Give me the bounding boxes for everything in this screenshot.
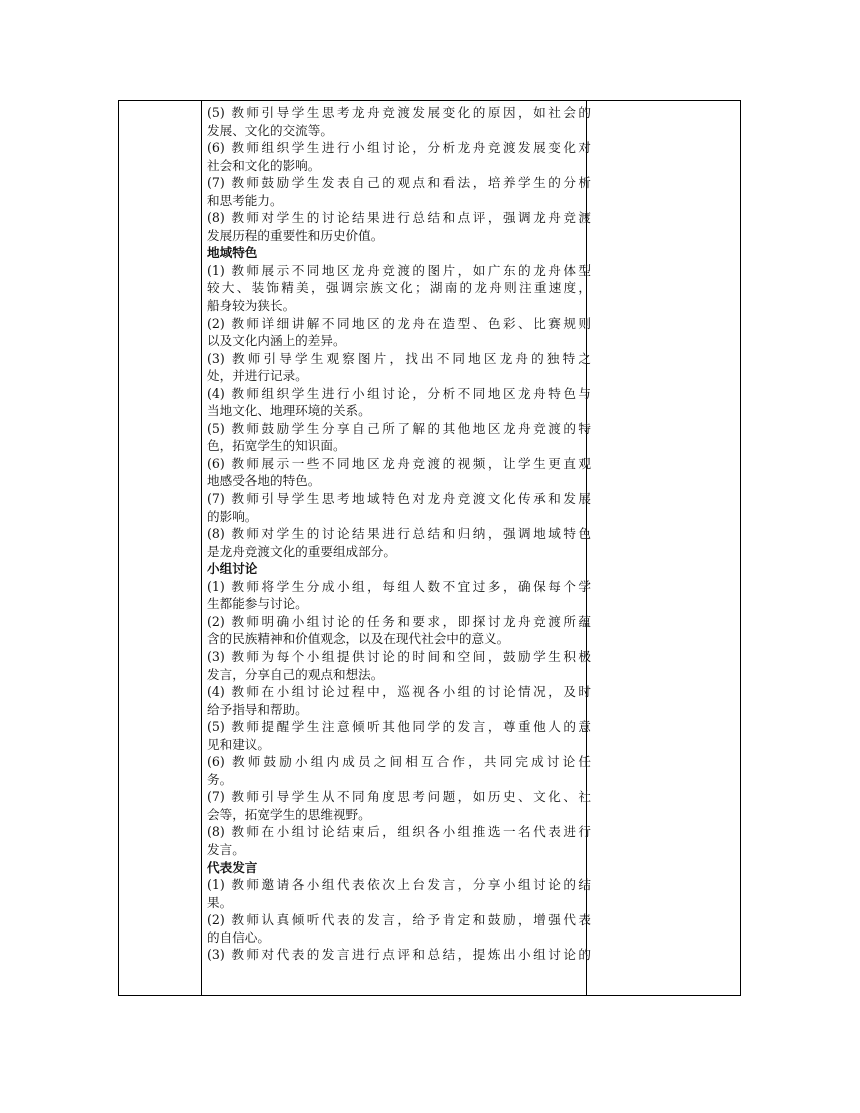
table-column-divider xyxy=(201,101,202,995)
paragraph-line: 生都能参与讨论。 xyxy=(207,596,308,612)
paragraph-line: 和思考能力。 xyxy=(207,192,283,208)
paragraph-line: (1) 教师将学生分成小组，每组人数不宜过多，确保每个学 xyxy=(207,578,591,594)
paragraph-line: 当地文化、地理环境的关系。 xyxy=(207,403,371,419)
paragraph-line: (4) 教师在小组讨论过程中，巡视各小组的讨论情况，及时 xyxy=(207,684,591,700)
paragraph-line: 的影响。 xyxy=(207,508,258,524)
section-heading: 代表发言 xyxy=(207,859,258,875)
paragraph-line: (3) 教师对代表的发言进行点评和总结，提炼出小组讨论的 xyxy=(207,947,591,963)
paragraph-line: 务。 xyxy=(207,771,233,787)
paragraph-line: 色，拓宽学生的知识面。 xyxy=(207,438,346,454)
paragraph-line: 船身较为狭长。 xyxy=(207,298,296,314)
paragraph-line: 发言。 xyxy=(207,841,245,857)
paragraph-line: (3) 教师引导学生观察图片，找出不同地区龙舟的独特之 xyxy=(207,350,591,366)
paragraph-line: (3) 教师为每个小组提供讨论的时间和空间，鼓励学生积极 xyxy=(207,648,591,664)
paragraph-line: (7) 教师鼓励学生发表自己的观点和看法，培养学生的分析 xyxy=(207,175,591,191)
paragraph-line: (6) 教师组织学生进行小组讨论，分析龙舟竞渡发展变化对 xyxy=(207,140,591,156)
paragraph-line: 含的民族精神和价值观念，以及在现代社会中的意义。 xyxy=(207,631,510,647)
paragraph-line: 的自信心。 xyxy=(207,929,270,945)
paragraph-line: 较大、装饰精美，强调宗族文化；湖南的龙舟则注重速度， xyxy=(207,280,591,296)
paragraph-line: 地感受各地的特色。 xyxy=(207,473,321,489)
paragraph-line: 会等，拓宽学生的思维视野。 xyxy=(207,806,371,822)
paragraph-line: (8) 教师在小组讨论结束后，组织各小组推选一名代表进行 xyxy=(207,824,591,840)
paragraph-line: 以及文化内涵上的差异。 xyxy=(207,333,346,349)
lesson-plan-table xyxy=(118,100,741,996)
paragraph-line: (6) 教师展示一些不同地区龙舟竞渡的视频，让学生更直观 xyxy=(207,455,591,471)
paragraph-line: 处，并进行记录。 xyxy=(207,368,308,384)
paragraph-line: (2) 教师详细讲解不同地区的龙舟在造型、色彩、比赛规则 xyxy=(207,315,591,331)
paragraph-line: 发展历程的重要性和历史价值。 xyxy=(207,227,384,243)
paragraph-line: 社会和文化的影响。 xyxy=(207,157,321,173)
paragraph-line: 果。 xyxy=(207,894,233,910)
section-heading: 小组讨论 xyxy=(207,561,258,577)
teaching-process-cell xyxy=(207,104,591,964)
paragraph-line: (1) 教师邀请各小组代表依次上台发言，分享小组讨论的结 xyxy=(207,877,591,893)
paragraph-line: (1) 教师展示不同地区龙舟竞渡的图片，如广东的龙舟体型 xyxy=(207,262,591,278)
paragraph-line: (7) 教师引导学生从不同角度思考问题，如历史、文化、社 xyxy=(207,789,591,805)
paragraph-line: (6) 教师鼓励小组内成员之间相互合作，共同完成讨论任 xyxy=(207,754,591,770)
paragraph-line: 发展、文化的交流等。 xyxy=(207,122,333,138)
paragraph-line: 见和建议。 xyxy=(207,736,270,752)
paragraph-line: (4) 教师组织学生进行小组讨论，分析不同地区龙舟特色与 xyxy=(207,385,591,401)
paragraph-line: (2) 教师认真倾听代表的发言，给予肯定和鼓励，增强代表 xyxy=(207,912,591,928)
paragraph-line: (5) 教师提醒学生注意倾听其他同学的发言，尊重他人的意 xyxy=(207,719,591,735)
section-heading: 地域特色 xyxy=(207,245,258,261)
paragraph-line: (5) 教师鼓励学生分享自己所了解的其他地区龙舟竞渡的特 xyxy=(207,420,591,436)
paragraph-line: 是龙舟竞渡文化的重要组成部分。 xyxy=(207,543,396,559)
paragraph-line: (2) 教师明确小组讨论的任务和要求，即探讨龙舟竞渡所蕴 xyxy=(207,613,591,629)
paragraph-line: 发言，分享自己的观点和想法。 xyxy=(207,666,384,682)
paragraph-line: (7) 教师引导学生思考地域特色对龙舟竞渡文化传承和发展 xyxy=(207,491,591,507)
paragraph-line: 给予指导和帮助。 xyxy=(207,701,308,717)
paragraph-line: (5) 教师引导学生思考龙舟竞渡发展变化的原因，如社会的 xyxy=(207,105,591,120)
paragraph-line: (8) 教师对学生的讨论结果进行总结和归纳，强调地域特色 xyxy=(207,526,591,542)
paragraph-line: (8) 教师对学生的讨论结果进行总结和点评，强调龙舟竞渡 xyxy=(207,210,591,226)
